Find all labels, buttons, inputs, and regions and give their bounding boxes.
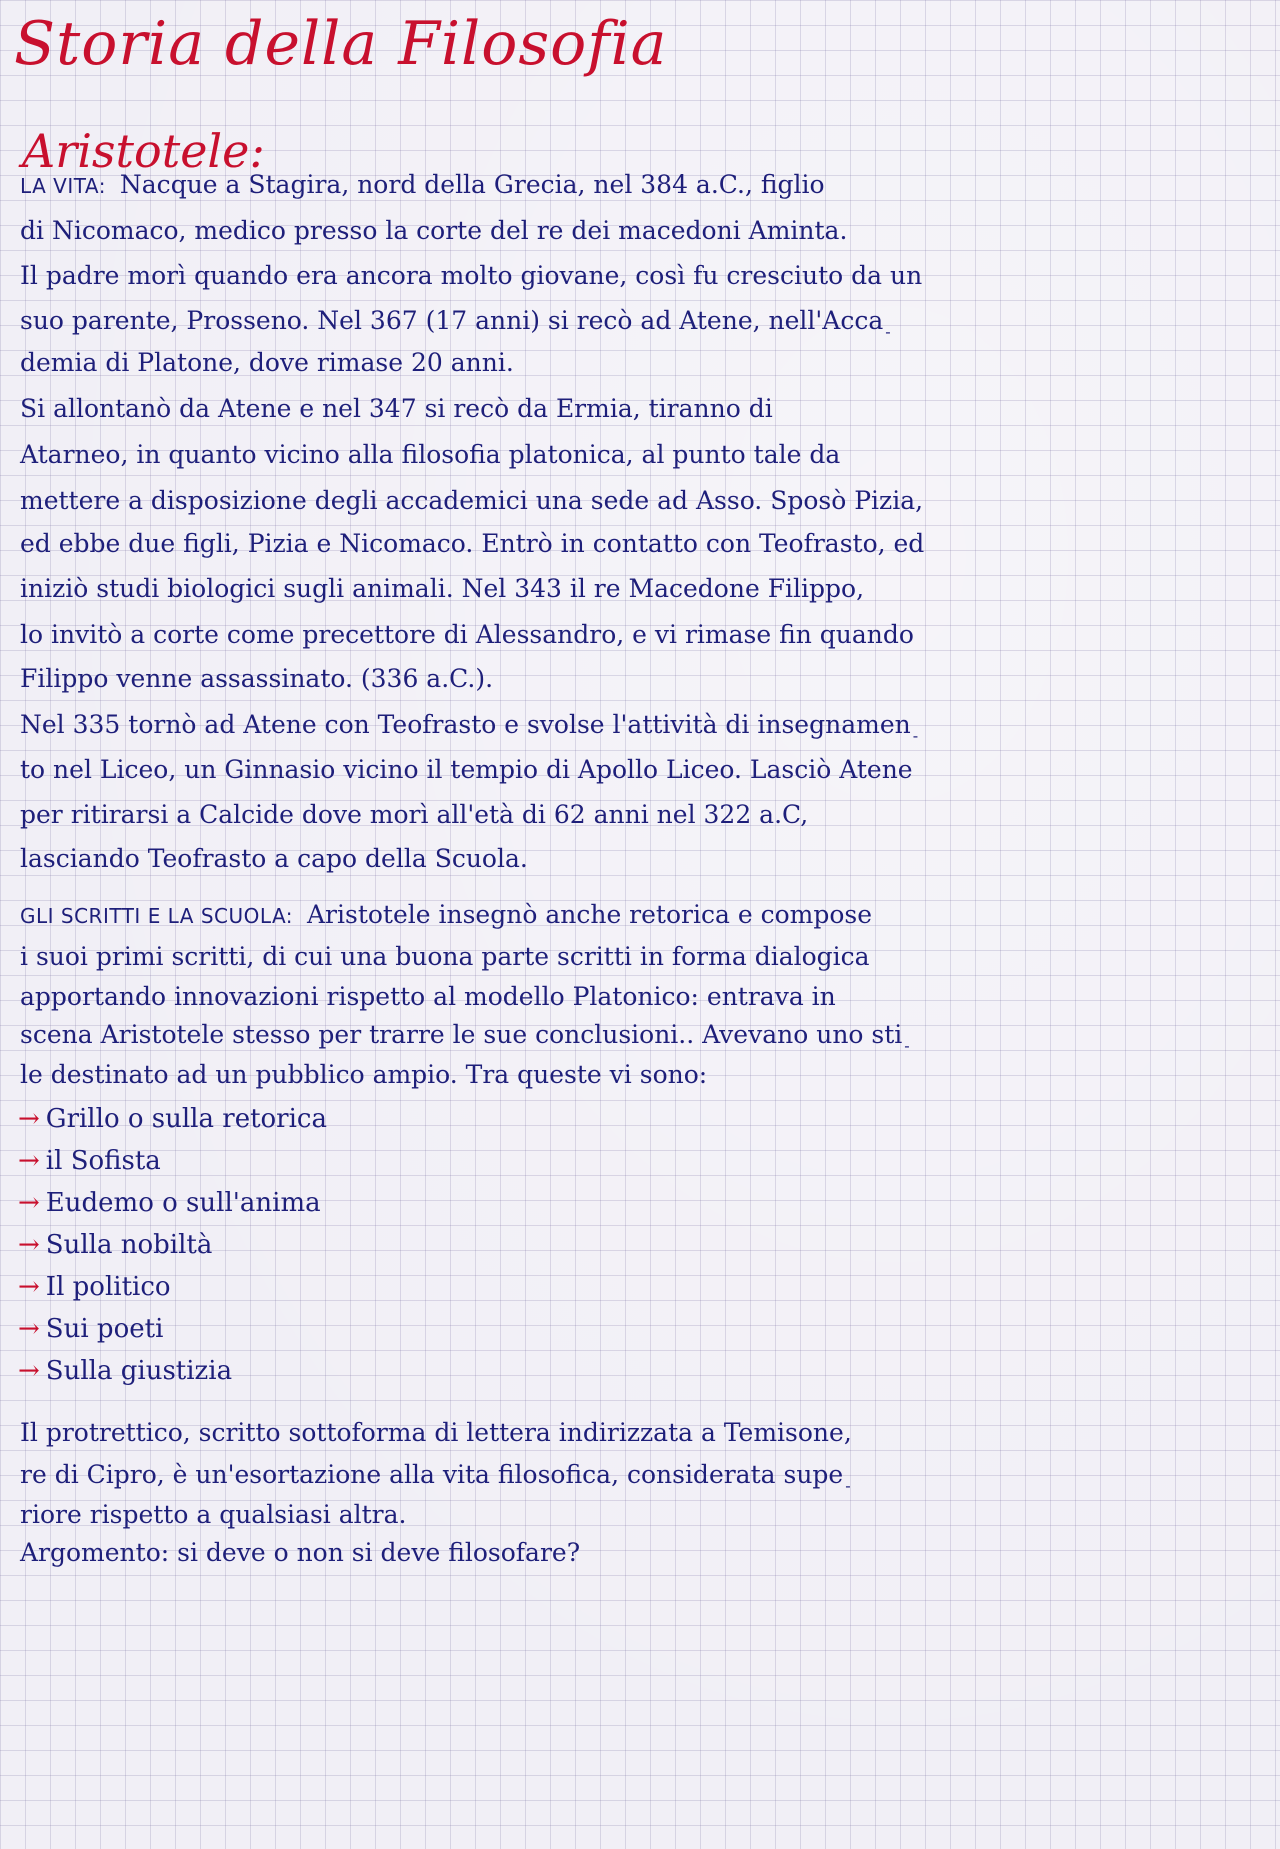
argomento-line: Argomento: si deve o non si deve filosofare? [20,1538,581,1567]
protrettico-text: re di Cipro, è un'esortazione alla vita filosofica, considerata supe [20,1460,844,1489]
list-item-label: Sulla giustizia [45,1356,233,1386]
list-item [18,1316,163,1342]
list-item-label: Il politico [45,1272,171,1302]
list-item-label: Sui poeti [45,1314,164,1344]
hyphen-mark: - [845,1476,851,1495]
arrow-icon: → [18,1272,40,1302]
list-item-label: Eudemo o sull'anima [45,1188,321,1218]
vita-line-12: Filippo venne assassinato. (336 a.C.). [20,664,494,693]
list-item-label: il Sofista [45,1146,161,1176]
arrow-icon: → [18,1104,40,1134]
vita-line-10: iniziò studi biologici sugli animali. Nel 343 il re Macedone Filippo, [20,574,865,603]
scritti-line-3: apportando innovazioni rispetto al modello Platonico: entrava in [20,982,836,1011]
hyphen-mark: - [912,726,919,745]
vita-line-14: to nel Liceo, un Ginnasio vicino il tempio di Apollo Liceo. Lasciò Atene [20,755,913,784]
scritti-line-1 [20,902,872,927]
scritti-line-2: i suoi primi scritti, di cui una buona parte scritti in forma dialogica [20,942,870,971]
list-item [18,1232,212,1258]
page-title: Storia della Filosofia [14,9,668,79]
hyphen-mark: - [904,1036,910,1055]
arrow-icon: → [18,1314,40,1344]
vita-line-2: di Nicomaco, medico presso la corte del re dei macedoni Aminta. [20,216,848,245]
vita-line-11: lo invitò a corte come precettore di Alessandro, e vi rimase fin quando [20,620,914,649]
vita-text: suo parente, Prosseno. Nel 367 (17 anni) si recò ad Atene, nell'Acca [20,306,884,335]
list-item [18,1274,171,1300]
scritti-text: Aristotele insegnò anche retorica e compose [307,900,873,929]
section-heading-aristotele: Aristotele: [22,124,265,178]
vita-line-3: Il padre morì quando era ancora molto giovane, così fu cresciuto da un [20,261,923,290]
vita-text: Nel 335 tornò ad Atene con Teofrasto e svolse l'attività di insegnamen [20,710,911,739]
vita-label: LA VITA: [20,174,106,198]
arrow-icon: → [18,1230,40,1260]
vita-line-1 [20,172,825,197]
arrow-icon: → [18,1188,40,1218]
vita-line-4 [20,308,891,340]
vita-line-7: Atarneo, in quanto vicino alla filosofia platonica, al punto tale da [20,440,841,469]
scritti-line-5: le destinato ad un pubblico ampio. Tra queste vi sono: [20,1060,708,1089]
protrettico-line-3: riore rispetto a qualsiasi altra. [20,1500,407,1529]
vita-line-15: per ritirarsi a Calcide dove morì all'età di 62 anni nel 322 a.C, [20,800,809,829]
vita-line-5: demia di Platone, dove rimase 20 anni. [20,348,514,377]
vita-line-13 [20,712,918,744]
scritti-label: GLI SCRITTI E LA SCUOLA: [20,904,294,928]
list-item [18,1148,161,1174]
list-item [18,1358,232,1384]
vita-line-9: ed ebbe due figli, Pizia e Nicomaco. Entrò in contatto con Teofrasto, ed [20,529,925,558]
protrettico-line-1: Il protrettico, scritto sottoforma di lettera indirizzata a Temisone, [20,1418,852,1447]
hyphen-mark: - [885,322,891,341]
list-item [18,1190,321,1216]
scritti-line-4 [20,1022,910,1054]
list-item-label: Grillo o sulla retorica [45,1104,327,1134]
protrettico-line-2 [20,1462,851,1494]
arrow-icon: → [18,1146,40,1176]
arrow-icon: → [18,1356,40,1386]
list-item-label: Sulla nobiltà [45,1230,213,1260]
list-item [18,1106,327,1132]
vita-line-8: mettere a disposizione degli accademici una sede ad Asso. Sposò Pizia, [20,486,924,515]
vita-text: Nacque a Stagira, nord della Grecia, nel 384 a.C., figlio [119,170,825,199]
scritti-text: scena Aristotele stesso per trarre le sue conclusioni.. Avevano uno sti [20,1020,903,1049]
vita-line-6: Si allontanò da Atene e nel 347 si recò da Ermia, tiranno di [20,394,773,423]
vita-line-16: lasciando Teofrasto a capo della Scuola. [20,844,528,873]
